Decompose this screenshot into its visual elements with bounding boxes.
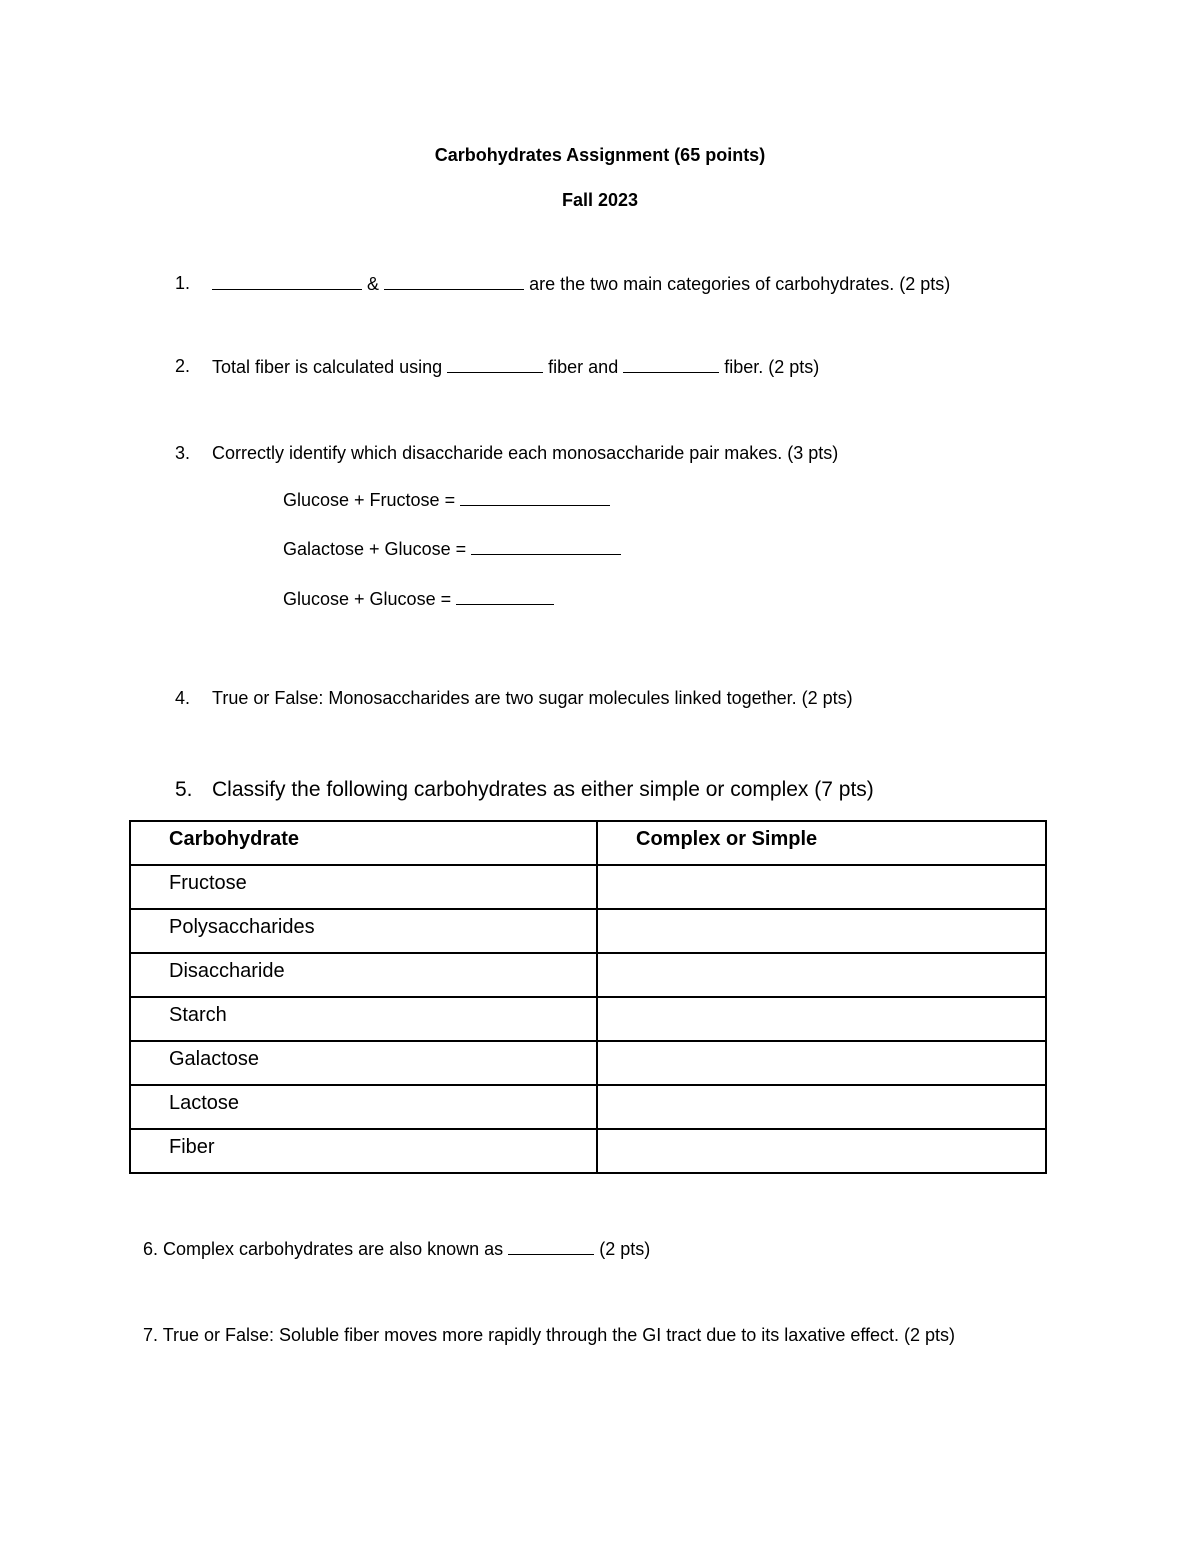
- answer-blank-1a[interactable]: [212, 273, 362, 290]
- header-complex-or-simple: Complex or Simple: [597, 821, 1046, 865]
- carbohydrate-cell: Fiber: [130, 1129, 597, 1173]
- table-row: [130, 1085, 1046, 1129]
- table-row: [130, 997, 1046, 1041]
- answer-blank-3a[interactable]: [460, 489, 610, 506]
- question-2-text-b: fiber and: [548, 357, 619, 377]
- answer-cell[interactable]: [597, 1041, 1046, 1085]
- pair-label-3: Glucose + Glucose =: [283, 589, 452, 609]
- answer-cell[interactable]: [597, 1129, 1046, 1173]
- question-2-text-c: fiber. (2 pts): [724, 357, 820, 377]
- classification-table: [129, 820, 1047, 1174]
- carbohydrate-cell: Disaccharide: [130, 953, 597, 997]
- table-row: [130, 1129, 1046, 1173]
- answer-blank-2b[interactable]: [623, 356, 719, 373]
- question-5-number: 5.: [175, 778, 193, 801]
- question-6: [143, 1238, 650, 1260]
- question-4-number: 4.: [175, 688, 191, 708]
- carbohydrate-cell: Lactose: [130, 1085, 597, 1129]
- table-header-row: [130, 821, 1046, 865]
- answer-cell[interactable]: [597, 865, 1046, 909]
- question-2-body: [212, 356, 819, 378]
- question-1-body: [212, 273, 950, 295]
- question-1-text: are the two main categories of carbohydrates. (2 pts): [529, 274, 951, 294]
- question-2-text-a: Total fiber is calculated using: [212, 357, 443, 377]
- carbohydrate-cell: Galactose: [130, 1041, 597, 1085]
- pair-label-2: Galactose + Glucose =: [283, 539, 467, 559]
- answer-cell[interactable]: [597, 997, 1046, 1041]
- answer-blank-3c[interactable]: [456, 588, 554, 605]
- carbohydrate-cell: Starch: [130, 997, 597, 1041]
- header-carbohydrate: Carbohydrate: [130, 821, 597, 865]
- answer-blank-6[interactable]: [508, 1238, 594, 1255]
- carbohydrate-cell: Fructose: [130, 865, 597, 909]
- table-row: [130, 865, 1046, 909]
- pair-row-1: [283, 489, 610, 511]
- question-6-pts: (2 pts): [599, 1239, 651, 1259]
- question-1-number: 1.: [175, 273, 191, 293]
- question-4-text: True or False: Monosaccharides are two sugar molecules linked together. (2 pts): [212, 688, 853, 708]
- pair-label-1: Glucose + Fructose =: [283, 490, 456, 510]
- answer-blank-2a[interactable]: [447, 356, 543, 373]
- table-row: [130, 953, 1046, 997]
- answer-cell[interactable]: [597, 953, 1046, 997]
- carbohydrate-cell: Polysaccharides: [130, 909, 597, 953]
- pair-row-3: [283, 588, 554, 610]
- table-row: [130, 1041, 1046, 1085]
- answer-blank-1b[interactable]: [384, 273, 524, 290]
- question-2-number: 2.: [175, 356, 191, 376]
- answer-blank-3b[interactable]: [471, 538, 621, 555]
- page-term: Fall 2023: [561, 190, 639, 210]
- question-5-text: Classify the following carbohydrates as either simple or complex (7 pts): [212, 778, 874, 801]
- question-6-text: 6. Complex carbohydrates are also known as: [143, 1239, 504, 1259]
- answer-cell[interactable]: [597, 1085, 1046, 1129]
- table-row: [130, 909, 1046, 953]
- question-1-amp: &: [367, 274, 380, 294]
- question-3-text: Correctly identify which disaccharide each monosaccharide pair makes. (3 pts): [212, 443, 839, 463]
- page-title: Carbohydrates Assignment (65 points): [434, 145, 766, 165]
- pair-row-2: [283, 538, 621, 560]
- answer-cell[interactable]: [597, 909, 1046, 953]
- question-3-number: 3.: [175, 443, 191, 463]
- question-7-text: 7. True or False: Soluble fiber moves more rapidly through the GI tract due to its laxative effect. (2 pts): [143, 1325, 956, 1345]
- question-1: [175, 273, 190, 294]
